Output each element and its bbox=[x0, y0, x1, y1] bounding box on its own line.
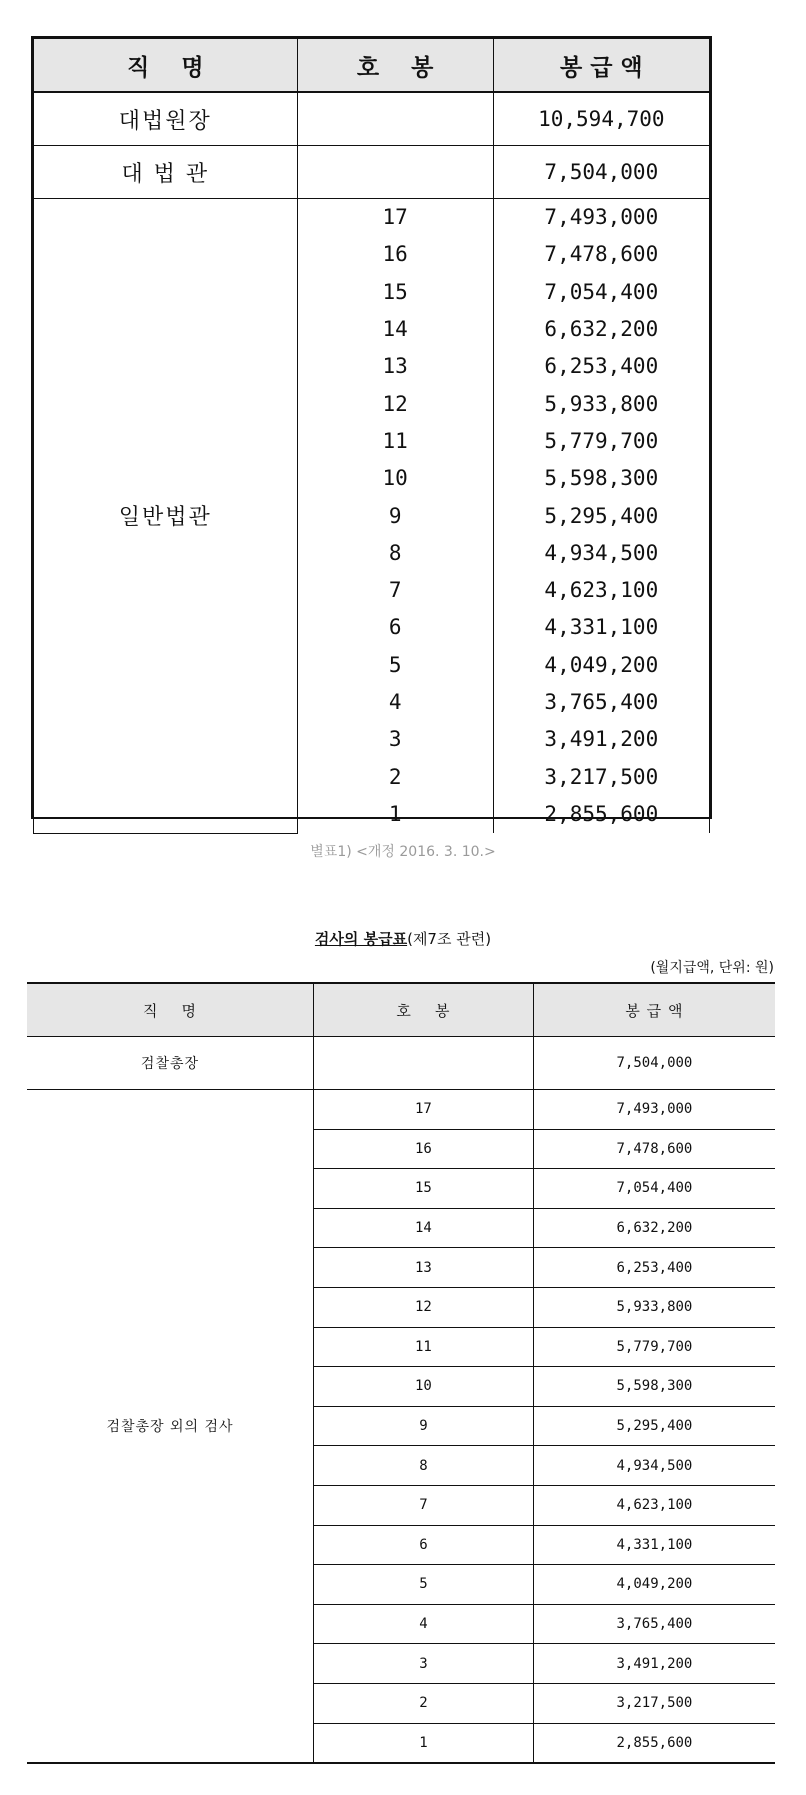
amount-cell: 4,331,100 bbox=[533, 1525, 775, 1565]
step-cell: 6 bbox=[297, 609, 493, 646]
header-position: 직 명 bbox=[34, 39, 298, 93]
step-cell: 15 bbox=[297, 274, 493, 311]
amount-cell: 4,934,500 bbox=[533, 1446, 775, 1486]
step-cell: 17 bbox=[297, 199, 493, 237]
amount-cell: 5,295,400 bbox=[493, 497, 709, 534]
amount-cell: 6,632,200 bbox=[533, 1208, 775, 1248]
step-cell: 7 bbox=[297, 572, 493, 609]
amount-cell: 3,765,400 bbox=[493, 684, 709, 721]
step-cell: 13 bbox=[313, 1248, 533, 1288]
step-cell: 17 bbox=[313, 1090, 533, 1130]
group-position-name: 일반법관 bbox=[34, 199, 298, 834]
header-amount: 봉 급 액 bbox=[493, 39, 709, 93]
table-title-sub: (제7조 관련) bbox=[407, 930, 492, 948]
header-position: 직 명 bbox=[27, 983, 313, 1037]
amount-cell: 3,217,500 bbox=[493, 758, 709, 795]
amount-cell: 2,855,600 bbox=[533, 1723, 775, 1763]
amount-cell: 3,491,200 bbox=[493, 721, 709, 758]
step-cell: 7 bbox=[313, 1485, 533, 1525]
amount-cell: 6,632,200 bbox=[493, 311, 709, 348]
amount-cell: 5,779,700 bbox=[533, 1327, 775, 1367]
prosecutors-salary-table bbox=[27, 982, 775, 1751]
step-cell: 2 bbox=[313, 1683, 533, 1723]
position-name: 대 법 관 bbox=[34, 146, 298, 199]
step-cell: 12 bbox=[313, 1287, 533, 1327]
header-row bbox=[27, 983, 775, 1037]
step-cell: 5 bbox=[297, 647, 493, 684]
header-step: 호 봉 bbox=[297, 39, 493, 93]
amount-cell: 7,493,000 bbox=[533, 1090, 775, 1130]
table-caption: 별표1) <개정 2016. 3. 10.> bbox=[310, 844, 496, 860]
amount-cell: 3,491,200 bbox=[533, 1644, 775, 1684]
amount-cell: 6,253,400 bbox=[533, 1248, 775, 1288]
amount-cell: 7,054,400 bbox=[493, 274, 709, 311]
header-step: 호 봉 bbox=[313, 983, 533, 1037]
step-cell: 1 bbox=[313, 1723, 533, 1763]
amount-cell: 5,933,800 bbox=[493, 385, 709, 422]
position-name: 대법원장 bbox=[34, 92, 298, 146]
step-cell: 10 bbox=[313, 1367, 533, 1407]
step-cell: 5 bbox=[313, 1565, 533, 1605]
amount-cell: 5,779,700 bbox=[493, 423, 709, 460]
amount-cell: 6,253,400 bbox=[493, 348, 709, 385]
step-cell: 4 bbox=[313, 1604, 533, 1644]
step-cell bbox=[297, 146, 493, 199]
table-title-main: 검사의 봉급표 bbox=[314, 930, 408, 948]
table-row bbox=[27, 1090, 775, 1130]
step-cell: 3 bbox=[313, 1644, 533, 1684]
amount-cell: 4,623,100 bbox=[533, 1485, 775, 1525]
amount-cell: 5,295,400 bbox=[533, 1406, 775, 1446]
step-cell: 9 bbox=[297, 497, 493, 534]
amount-cell: 5,598,300 bbox=[493, 460, 709, 497]
header-amount: 봉 급 액 bbox=[533, 983, 775, 1037]
step-cell: 2 bbox=[297, 758, 493, 795]
position-name: 검찰총장 bbox=[27, 1037, 313, 1090]
amount-cell: 7,493,000 bbox=[493, 199, 709, 237]
amount-cell: 4,331,100 bbox=[493, 609, 709, 646]
amount-cell: 5,598,300 bbox=[533, 1367, 775, 1407]
amount-cell: 7,054,400 bbox=[533, 1169, 775, 1209]
group-position-name: 검찰총장 외의 검사 bbox=[27, 1090, 313, 1764]
table-row bbox=[34, 199, 710, 237]
header-row bbox=[34, 39, 710, 93]
step-cell: 13 bbox=[297, 348, 493, 385]
step-cell: 8 bbox=[297, 535, 493, 572]
amount-cell: 4,049,200 bbox=[493, 647, 709, 684]
amount-cell: 10,594,700 bbox=[493, 92, 709, 146]
step-cell: 10 bbox=[297, 460, 493, 497]
amount-cell: 2,855,600 bbox=[493, 796, 709, 833]
amount-cell: 7,478,600 bbox=[533, 1129, 775, 1169]
step-cell: 14 bbox=[313, 1208, 533, 1248]
amount-cell: 4,623,100 bbox=[493, 572, 709, 609]
step-cell bbox=[297, 92, 493, 146]
amount-cell: 7,478,600 bbox=[493, 236, 709, 273]
step-cell: 15 bbox=[313, 1169, 533, 1209]
step-cell: 6 bbox=[313, 1525, 533, 1565]
amount-cell: 5,933,800 bbox=[533, 1287, 775, 1327]
table-row bbox=[34, 146, 710, 199]
judges-salary-table bbox=[31, 36, 712, 826]
step-cell: 16 bbox=[313, 1129, 533, 1169]
step-cell: 14 bbox=[297, 311, 493, 348]
amount-cell: 4,049,200 bbox=[533, 1565, 775, 1605]
amount-cell: 4,934,500 bbox=[493, 535, 709, 572]
table-row bbox=[34, 92, 710, 146]
unit-note: (월지급액, 단위: 원) bbox=[650, 960, 774, 976]
amount-cell: 7,504,000 bbox=[493, 146, 709, 199]
step-cell: 16 bbox=[297, 236, 493, 273]
step-cell: 1 bbox=[297, 796, 493, 833]
amount-cell: 7,504,000 bbox=[533, 1037, 775, 1090]
step-cell: 3 bbox=[297, 721, 493, 758]
step-cell: 4 bbox=[297, 684, 493, 721]
table-row bbox=[27, 1037, 775, 1090]
step-cell: 12 bbox=[297, 385, 493, 422]
step-cell: 9 bbox=[313, 1406, 533, 1446]
table-title bbox=[0, 928, 806, 949]
step-cell: 11 bbox=[297, 423, 493, 460]
amount-cell: 3,765,400 bbox=[533, 1604, 775, 1644]
step-cell bbox=[313, 1037, 533, 1090]
step-cell: 8 bbox=[313, 1446, 533, 1486]
amount-cell: 3,217,500 bbox=[533, 1683, 775, 1723]
step-cell: 11 bbox=[313, 1327, 533, 1367]
